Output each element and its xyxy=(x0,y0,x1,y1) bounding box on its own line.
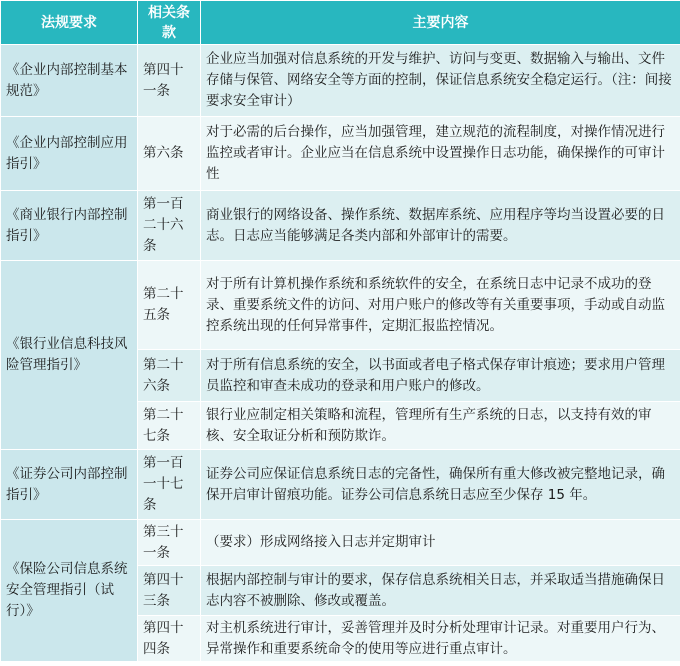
law-cell: 《企业内部控制基本规范》 xyxy=(1,45,138,117)
law-cell: 《证券公司内部控制指引》 xyxy=(1,450,138,520)
law-cell: 《银行业信息科技风险管理指引》 xyxy=(1,261,138,450)
table-row xyxy=(1,520,680,566)
article-cell: 第四十一条 xyxy=(138,45,201,117)
content-cell: 商业银行的网络设备、操作系统、数据库系统、应用程序等均当设置必要的日志。日志应当能够满足各类内部和外部审计的需要。 xyxy=(201,191,680,261)
header-content: 主要内容 xyxy=(201,1,680,45)
content-cell: 证券公司应保证信息系统日志的完备性，确保所有重大修改被完整地记录，确保开启审计留痕功能。证券公司信息系统日志应至少保存 15 年。 xyxy=(201,450,680,520)
table-row xyxy=(1,261,680,350)
content-cell: 对于所有计算机操作系统和系统软件的安全，在系统日志中记录不成功的登录、重要系统文件的访问、对用户账户的修改等有关重要事项，手动或自动监控系统出现的任何异常事件，定期汇报监控情况。 xyxy=(201,261,680,350)
content-cell: 企业应当加强对信息系统的开发与维护、访问与变更、数据输入与输出、文件存储与保管、网络安全等方面的控制，保证信息系统安全稳定运行。（注：间接要求安全审计） xyxy=(201,45,680,117)
content-cell: 对主机系统进行审计，妥善管理并及时分析处理审计记录。对重要用户行为、异常操作和重要系统命令的使用等应进行重点审计。 xyxy=(201,616,680,662)
table-row xyxy=(1,191,680,261)
table-row xyxy=(1,450,680,520)
law-cell: 《商业银行内部控制指引》 xyxy=(1,191,138,261)
article-cell: 第四十三条 xyxy=(138,566,201,616)
article-cell: 第三十一条 xyxy=(138,520,201,566)
article-cell: 第一百二十六条 xyxy=(138,191,201,261)
header-law: 法规要求 xyxy=(1,1,138,45)
article-cell: 第二十五条 xyxy=(138,261,201,350)
content-cell: 对于所有信息系统的安全，以书面或者电子格式保存审计痕迹；要求用户管理员监控和审查未成功的登录和用户账户的修改。 xyxy=(201,350,680,402)
table-row xyxy=(1,45,680,117)
article-cell: 第二十七条 xyxy=(138,402,201,450)
law-cell: 《企业内部控制应用指引》 xyxy=(1,117,138,191)
article-cell: 第四十四条 xyxy=(138,616,201,662)
article-cell: 第六条 xyxy=(138,117,201,191)
table-header-row xyxy=(1,1,680,45)
article-cell: 第一百一十七条 xyxy=(138,450,201,520)
article-cell: 第二十六条 xyxy=(138,350,201,402)
table-row xyxy=(1,117,680,191)
law-cell: 《保险公司信息系统安全管理指引（试行）》 xyxy=(1,520,138,662)
content-cell: 银行业应制定相关策略和流程，管理所有生产系统的日志，以支持有效的审核、安全取证分析和预防欺诈。 xyxy=(201,402,680,450)
content-cell: 对于必需的后台操作，应当加强管理，建立规范的流程制度，对操作情况进行监控或者审计。企业应当在信息系统中设置操作日志功能，确保操作的可审计性 xyxy=(201,117,680,191)
content-cell: （要求）形成网络接入日志并定期审计 xyxy=(201,520,680,566)
header-article: 相关条款 xyxy=(138,1,201,45)
content-cell: 根据内部控制与审计的要求，保存信息系统相关日志，并采取适当措施确保日志内容不被删除、修改或覆盖。 xyxy=(201,566,680,616)
